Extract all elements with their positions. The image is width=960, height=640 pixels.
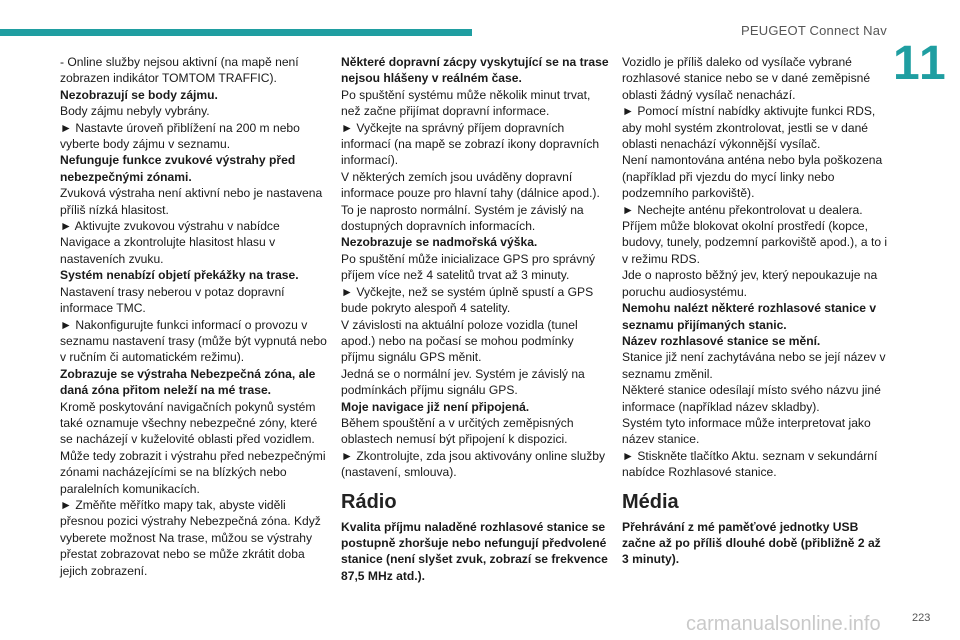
page-number: 223 (912, 612, 931, 624)
paragraph: Body zájmu nebyly vybrány. (60, 104, 210, 119)
paragraph: Zvuková výstraha není aktivní nebo je nastavena příliš nízká hlasitost. (60, 186, 323, 217)
paragraph: Stanice již není zachytávána nebo se její název v seznamu změnil. (622, 350, 886, 381)
paragraph: - Online služby nejsou aktivní (na mapě není zobrazen indikátor TOMTOM TRAFFIC). (60, 55, 299, 86)
paragraph: ► Aktivujte zvukovou výstrahu v nabídce Navigace a zkontrolujte hlasitost hlasu v nastaveních zvuku. (60, 219, 280, 266)
paragraph: ► Nechejte anténu překontrolovat u dealera. (622, 202, 863, 217)
bold-paragraph: Systém nenabízí objetí překážky na trase. (60, 268, 299, 283)
paragraph: To je naprosto normální. Systém je závislý na dostupných dopravních informacích. (341, 202, 584, 234)
header-accent-bar (0, 29, 472, 36)
bold-paragraph: Některé dopravní zácpy vyskytující se na trase nejsou hlášeny v reálném čase. (341, 55, 609, 86)
paragraph: Některé stanice odesílají místo svého názvu jiné informace (například název skladby). (622, 383, 881, 414)
text-column-3 (622, 54, 890, 568)
paragraph: Nastavení trasy neberou v potaz dopravní informace TMC. (60, 284, 285, 316)
paragraph: ► Zkontrolujte, zda jsou aktivovány online služby (nastavení, smlouva). (341, 448, 606, 480)
text-column-2 (341, 54, 609, 584)
chapter-number: 11 (893, 37, 948, 90)
paragraph: Příjem může blokovat okolní prostředí (kopce, budovy, tunely, podzemní parkoviště apod.), a to i v režimu RDS. (622, 219, 888, 266)
bold-paragraph: Zobrazuje se výstraha Nebezpečná zóna, ale daná zóna přitom neleží na mé trase. (60, 366, 316, 398)
bold-paragraph: Přehrávání z mé paměťové jednotky USB začne až po příliš dlouhé době (přibližně 2 až 3 minuty). (622, 519, 881, 567)
paragraph: Po spuštění může inicializace GPS pro správný příjem více než 4 satelitů trvat až 3 minuty. (341, 251, 596, 283)
watermark: carmanualsonline.info (686, 613, 881, 635)
bold-paragraph: Nezobrazuje se nadmořská výška. (341, 235, 538, 250)
bold-paragraph: Moje navigace již není připojená. (341, 399, 530, 414)
bold-paragraph: Nezobrazují se body zájmu. (60, 87, 218, 102)
paragraph: Kromě poskytování navigačních pokynů systém také oznamuje všechny nebezpečné zóny, které se nacházejí v kuželovité oblasti před vozidlem. Může tedy zobrazit i výstrahu před nebezpečnými zónami nacházejícími se na blízkých nebo paralelních komunikacích. (60, 399, 326, 496)
paragraph: V závislosti na aktuální poloze vozidla (tunel apod.) nebo na počasí se mohou podmínky příjmu signálu GPS měnit. (341, 317, 578, 365)
paragraph: Po spuštění systému může několik minut trvat, než začne přijímat dopravní informace. (341, 87, 591, 119)
paragraph: ► Stiskněte tlačítko Aktu. seznam v sekundární nabídce Rozhlasové stanice. (622, 448, 878, 480)
paragraph: Vozidlo je příliš daleko od vysílače vybrané rozhlasové stanice nebo se v dané zeměpisné oblasti žádný vysílač nenachází. (622, 55, 871, 102)
paragraph: Během spouštění a v určitých zeměpisných oblastech nemusí být připojení k dispozici. (341, 415, 574, 447)
paragraph: ► Vyčkejte, než se systém úplně spustí a GPS bude pokryto alespoň 4 satelity. (341, 284, 594, 316)
bold-paragraph: Nefunguje funkce zvukové výstrahy před nebezpečnými zónami. (60, 153, 296, 184)
paragraph: V některých zemích jsou uváděny dopravní informace pouze pro hlavní tahy (dálnice apod.). (341, 169, 600, 201)
paragraph: Jedná se o normální jev. Systém je závislý na podmínkách příjmu signálu GPS. (341, 366, 585, 398)
text-column-1 (60, 54, 328, 579)
paragraph: ► Vyčkejte na správný příjem dopravních informací (na mapě se zobrazí ikony dopravních informací). (341, 120, 600, 168)
paragraph: ► Nakonfigurujte funkci informací o provozu v seznamu nastavení trasy (může být vypnutá nebo v ručním či automatickém režimu). (60, 317, 327, 365)
paragraph: Není namontována anténa nebo byla poškozena (například při vjezdu do mycí linky nebo podzemního parkoviště). (622, 153, 883, 201)
paragraph: ► Nastavte úroveň přiblížení na 200 m nebo vyberte body zájmu v seznamu. (60, 120, 300, 152)
bold-paragraph: Kvalita příjmu naladěné rozhlasové stanice se postupně zhoršuje nebo nefungují předvolené stanice (není slyšet zvuk, zobrazí se frekvence 87,5 MHz atd.). (341, 519, 608, 583)
paragraph: ► Změňte měřítko mapy tak, abyste viděli přesnou pozici výstrahy Nebezpečná zóna. Když vyberete možnost Na trase, můžou se výstrahy přestat zobrazovat nebo se může zkrátit doba jejich zobrazení. (60, 497, 321, 578)
section-heading: Média (622, 490, 679, 513)
paragraph: Systém tyto informace může interpretovat jako název stanice. (622, 415, 871, 447)
header-title: PEUGEOT Connect Nav (741, 23, 887, 38)
paragraph: ► Pomocí místní nabídky aktivujte funkci RDS, aby mohl systém zkontrolovat, jestli se v dané oblasti nenachází výkonnější vysílač. (622, 104, 876, 152)
bold-paragraph: Nemohu nalézt některé rozhlasové stanice v seznamu přijímaných stanic. (622, 301, 877, 332)
paragraph: Jde o naprosto běžný jev, který nepoukazuje na poruchu audiosystému. (622, 268, 878, 299)
bold-paragraph: Název rozhlasové stanice se mění. (622, 333, 821, 348)
section-heading: Rádio (341, 490, 397, 513)
